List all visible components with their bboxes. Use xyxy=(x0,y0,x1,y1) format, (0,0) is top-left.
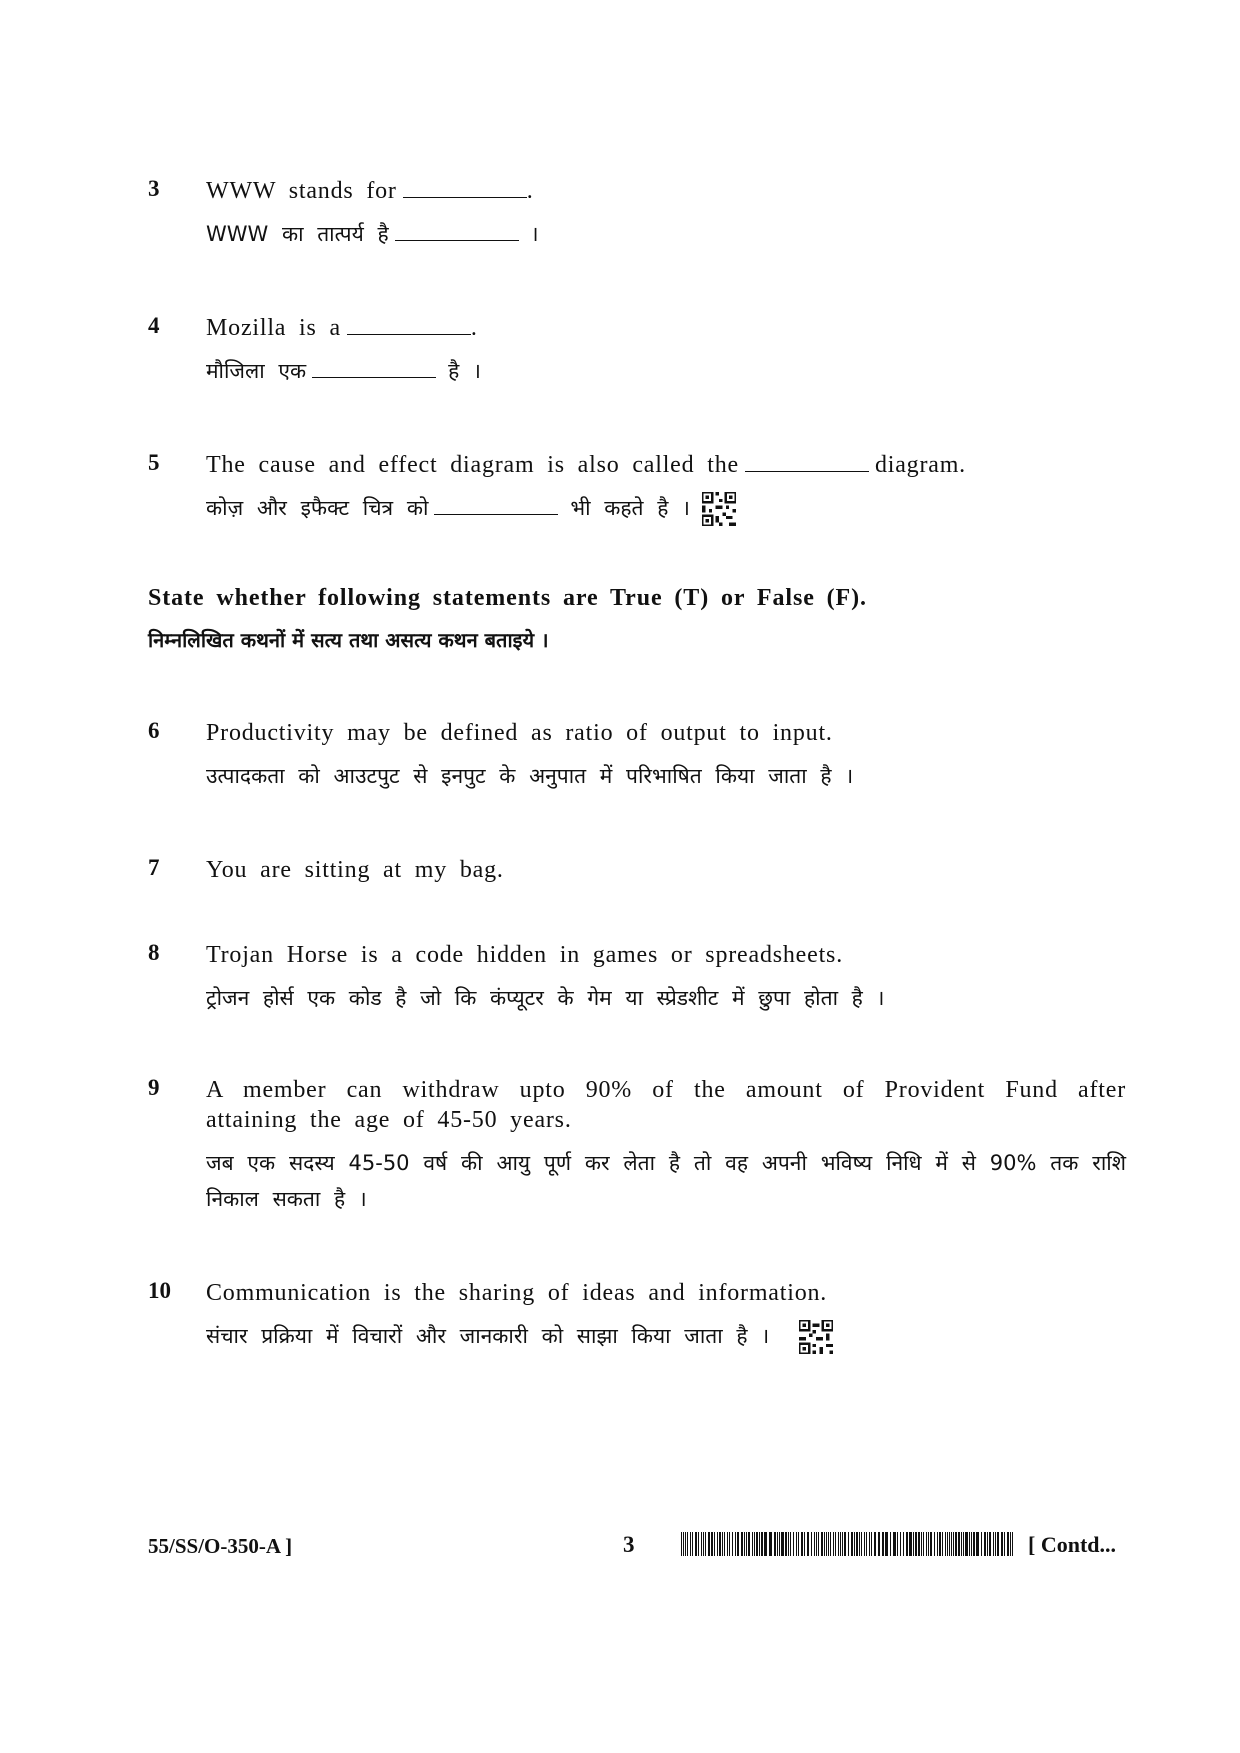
barcode-bar xyxy=(844,1532,846,1556)
barcode-bar xyxy=(717,1532,718,1556)
question-number: 3 xyxy=(148,176,160,201)
barcode-bar xyxy=(926,1532,927,1556)
statement-english: A member can withdraw upto 90% of the amount of Provident Fund after attaining the age of 45-50 years. xyxy=(206,1077,1126,1133)
statement-hindi: ट्रोजन होर्स एक कोड है जो कि कंप्यूटर के गेम या स्प्रेडशीट में छुपा होता है । xyxy=(206,986,885,1010)
barcode-bar xyxy=(984,1532,986,1556)
statement-english: Trojan Horse is a code hidden in games or spreadsheets. xyxy=(206,942,843,968)
barcode-bar xyxy=(923,1532,924,1556)
barcode-bar xyxy=(949,1532,950,1556)
barcode-bar xyxy=(732,1532,733,1556)
barcode-bar xyxy=(859,1532,860,1556)
barcode-bar xyxy=(866,1532,867,1556)
barcode-bar xyxy=(741,1532,743,1556)
barcode-bar xyxy=(779,1532,780,1556)
question-number: 9 xyxy=(148,1075,160,1100)
barcode-bar xyxy=(854,1532,855,1556)
barcode-bar xyxy=(848,1532,849,1556)
barcode-bar xyxy=(814,1532,815,1556)
barcode-bar xyxy=(835,1532,836,1556)
barcode-bar xyxy=(906,1532,908,1556)
barcode-bar xyxy=(885,1532,888,1556)
barcode-bar xyxy=(864,1532,865,1556)
barcode-bar xyxy=(937,1532,938,1556)
question-number: 4 xyxy=(148,313,160,338)
answer-blank xyxy=(312,359,436,378)
barcode-bar xyxy=(893,1532,896,1556)
barcode-bar xyxy=(801,1532,803,1556)
barcode-bar xyxy=(969,1532,970,1556)
section-heading-english: State whether following statements are True (T) or False (F). xyxy=(148,585,867,611)
barcode-bar xyxy=(947,1532,948,1556)
barcode-bar xyxy=(1001,1532,1003,1556)
barcode-bar xyxy=(833,1532,834,1556)
section-heading-hindi: निम्नलिखित कथनों में सत्य तथा असत्य कथन बताइये । xyxy=(148,628,549,652)
barcode-bar xyxy=(759,1532,760,1556)
answer-blank xyxy=(434,496,558,515)
barcode-bar xyxy=(861,1532,862,1556)
barcode-bar xyxy=(719,1532,721,1556)
barcode-bar xyxy=(774,1532,776,1556)
barcode-bar xyxy=(921,1532,922,1556)
barcode-bar xyxy=(818,1532,819,1556)
statement-english: Communication is the sharing of ideas and information. xyxy=(206,1280,828,1306)
statement-english: Productivity may be defined as ratio of output to input. xyxy=(206,720,833,746)
barcode-bar xyxy=(769,1532,772,1556)
barcode-bar xyxy=(756,1532,758,1556)
barcode-bar xyxy=(878,1532,880,1556)
question-english: The cause and effect diagram is also called the diagram. xyxy=(206,452,966,478)
barcode-bar xyxy=(971,1532,972,1556)
barcode-bar xyxy=(869,1532,870,1556)
barcode-bar xyxy=(711,1532,713,1556)
barcode-bar xyxy=(913,1532,914,1556)
barcode-icon xyxy=(681,1532,1016,1556)
statement-hindi: संचार प्रक्रिया में विचारों और जानकारी को साझा किया जाता है । xyxy=(206,1318,1126,1354)
barcode-bar xyxy=(840,1532,841,1556)
question-number: 8 xyxy=(148,940,160,965)
barcode-bar xyxy=(708,1532,710,1556)
barcode-bar xyxy=(934,1532,935,1556)
barcode-bar xyxy=(701,1532,702,1556)
barcode-bar xyxy=(897,1532,898,1556)
barcode-bar xyxy=(714,1532,715,1556)
page-footer xyxy=(148,1530,1128,1564)
barcode-bar xyxy=(785,1532,787,1556)
barcode-bar xyxy=(681,1532,682,1556)
barcode-bar xyxy=(942,1532,943,1556)
barcode-bar xyxy=(777,1532,778,1556)
barcode-bar xyxy=(816,1532,817,1556)
barcode-bar xyxy=(744,1532,745,1556)
barcode-bar xyxy=(752,1532,753,1556)
barcode-bar xyxy=(703,1532,704,1556)
barcode-bar xyxy=(698,1532,699,1556)
paper-code: 55/SS/O-350-A ] xyxy=(148,1534,293,1558)
question-english: WWW stands for . xyxy=(206,178,534,204)
barcode-bar xyxy=(903,1532,904,1556)
barcode-bar xyxy=(1004,1532,1005,1556)
barcode-bar xyxy=(997,1532,999,1556)
question-hindi: मौजिला एक है । xyxy=(206,359,481,383)
question-number: 7 xyxy=(148,855,160,880)
answer-blank xyxy=(403,179,527,198)
barcode-bar xyxy=(735,1532,736,1556)
barcode-bar xyxy=(961,1532,962,1556)
barcode-bar xyxy=(939,1532,941,1556)
barcode-bar xyxy=(851,1532,853,1556)
barcode-bar xyxy=(882,1532,884,1556)
qr-code-icon xyxy=(702,492,736,526)
barcode-bar xyxy=(973,1532,975,1556)
barcode-bar xyxy=(993,1532,994,1556)
barcode-bar xyxy=(690,1532,691,1556)
barcode-bar xyxy=(804,1532,805,1556)
barcode-bar xyxy=(955,1532,957,1556)
answer-blank xyxy=(395,222,519,241)
barcode-bar xyxy=(871,1532,872,1556)
question-hindi: कोज़ और इफैक्ट चित्र को भी कहते है । xyxy=(206,490,1126,526)
barcode-bar xyxy=(1007,1532,1009,1556)
page-number: 3 xyxy=(623,1532,635,1557)
statement-hindi: जब एक सदस्य 45-50 वर्ष की आयु पूर्ण कर लेता है तो वह अपनी भविष्य निधि में से 90% तक राशि निकाल सकता है । xyxy=(206,1151,1126,1211)
barcode-bar xyxy=(687,1532,688,1556)
barcode-bar xyxy=(754,1532,755,1556)
barcode-bar xyxy=(874,1532,876,1556)
barcode-bar xyxy=(796,1532,797,1556)
barcode-bar xyxy=(830,1532,831,1556)
barcode-bar xyxy=(737,1532,739,1556)
barcode-bar xyxy=(705,1532,706,1556)
barcode-bar xyxy=(953,1532,954,1556)
barcode-bar xyxy=(995,1532,996,1556)
continued-label: [ Contd... xyxy=(1028,1532,1117,1557)
barcode-bar xyxy=(842,1532,843,1556)
barcode-bar xyxy=(963,1532,964,1556)
barcode-bar xyxy=(807,1532,809,1556)
barcode-bar xyxy=(856,1532,858,1556)
barcode-bar xyxy=(790,1532,791,1556)
barcode-bar xyxy=(722,1532,723,1556)
question-number: 10 xyxy=(148,1278,171,1303)
statement-hindi: उत्पादकता को आउटपुट से इनपुट के अनुपात में परिभाषित किया जाता है । xyxy=(206,764,854,788)
barcode-bar xyxy=(729,1532,730,1556)
barcode-bar xyxy=(683,1532,684,1556)
barcode-bar xyxy=(798,1532,799,1556)
barcode-bar xyxy=(824,1532,825,1556)
question-number: 5 xyxy=(148,450,160,475)
barcode-bar xyxy=(1010,1532,1011,1556)
barcode-bar xyxy=(727,1532,728,1556)
barcode-bar xyxy=(781,1532,784,1556)
statement-english: You are sitting at my bag. xyxy=(206,857,504,883)
barcode-bar xyxy=(958,1532,960,1556)
barcode-bar xyxy=(951,1532,952,1556)
barcode-bar xyxy=(685,1532,686,1556)
barcode-bar xyxy=(965,1532,968,1556)
barcode-bar xyxy=(918,1532,920,1556)
barcode-bar xyxy=(695,1532,697,1556)
barcode-bar xyxy=(838,1532,839,1556)
barcode-bar xyxy=(930,1532,932,1556)
barcode-bar xyxy=(890,1532,891,1556)
barcode-bar xyxy=(793,1532,794,1556)
barcode-bar xyxy=(788,1532,789,1556)
barcode-bar xyxy=(761,1532,763,1556)
barcode-bar xyxy=(764,1532,767,1556)
answer-blank xyxy=(745,453,869,472)
answer-blank xyxy=(347,316,471,335)
qr-code-icon xyxy=(799,1320,833,1354)
barcode-bar xyxy=(989,1532,991,1556)
question-hindi: WWW का तात्पर्य है । xyxy=(206,222,539,246)
question-number: 6 xyxy=(148,718,160,743)
barcode-bar xyxy=(928,1532,929,1556)
barcode-bar xyxy=(987,1532,988,1556)
barcode-bar xyxy=(976,1532,979,1556)
barcode-bar xyxy=(909,1532,912,1556)
barcode-bar xyxy=(945,1532,946,1556)
barcode-bar xyxy=(915,1532,917,1556)
barcode-bar xyxy=(811,1532,812,1556)
barcode-bar xyxy=(1012,1532,1013,1556)
barcode-bar xyxy=(900,1532,901,1556)
barcode-bar xyxy=(724,1532,725,1556)
barcode-bar xyxy=(821,1532,823,1556)
barcode-bar xyxy=(746,1532,747,1556)
question-english: Mozilla is a . xyxy=(206,315,478,341)
barcode-bar xyxy=(981,1532,982,1556)
barcode-bar xyxy=(826,1532,827,1556)
barcode-bar xyxy=(692,1532,693,1556)
section-heading xyxy=(148,585,1128,653)
barcode-bar xyxy=(828,1532,829,1556)
barcode-bar xyxy=(748,1532,750,1556)
